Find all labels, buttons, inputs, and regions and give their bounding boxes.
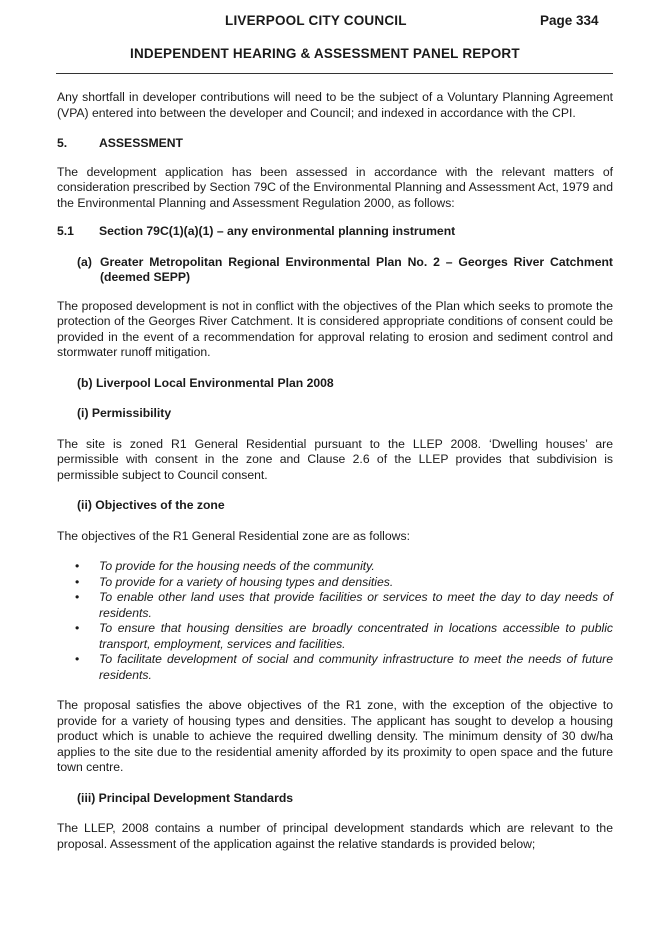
bullet-icon: •	[75, 559, 80, 573]
bullet-icon: •	[75, 574, 80, 589]
council-name: LIVERPOOL CITY COUNCIL	[225, 13, 407, 28]
list-item: • To enable other land uses that provide facilities or services to meet the day to day needs of residents.	[57, 590, 613, 621]
subsection-a-paragraph: The proposed development is not in conflict with the objectives of the Plan which seeks to promote the protection of the Georges River Catchment. It is considered appropriate conditions of consent could be provided in the event of a recommendation for approval relating to erosion and sediment control and stormwater runoff mitigation.	[57, 298, 613, 359]
list-item: • To provide for the housing needs of the community.	[57, 559, 613, 575]
subsection-a-label: (a)	[77, 254, 92, 269]
list-item: • To ensure that housing densities are broadly concentrated in locations accessible to public transport, employment, services and facilities.	[57, 621, 613, 652]
page-number: Page 334	[540, 13, 599, 28]
section-5-number: 5.	[57, 136, 68, 150]
section-5-1-title: Section 79C(1)(a)(1) – any environmental planning instrument	[99, 224, 456, 238]
section-5-paragraph: The development application has been assessed in accordance with the relevant matters of consideration prescribed by Section 79C of the Environmental Planning and Assessment Act, 1979 and the Environmental Planning and Assessment Regulation 2000, as follows:	[57, 164, 613, 210]
objectives-list	[57, 559, 613, 683]
bullet-icon: •	[75, 652, 80, 666]
section-5-heading	[57, 136, 613, 152]
subsection-ii-paragraph: The objectives of the R1 General Residential zone are as follows:	[57, 528, 410, 543]
header-divider	[56, 73, 613, 74]
bullet-icon: •	[75, 621, 80, 635]
report-body	[57, 90, 613, 852]
subsection-ii-heading: (ii) Objectives of the zone	[77, 498, 225, 512]
intro-paragraph: Any shortfall in developer contributions will need to be the subject of a Voluntary Planning Agreement (VPA) entered into between the developer and Council; and indexed in accordance with the CPI.	[57, 90, 613, 120]
subsection-iii-paragraph: The LLEP, 2008 contains a number of principal development standards which are relevant to the proposal. Assessment of the application against the relative standards is provided below;	[57, 821, 613, 851]
objectives-assessment-paragraph: The proposal satisfies the above objectives of the R1 zone, with the exception of the objective to provide for a variety of housing types and densities. The applicant has sought to develop a housing product which is unable to achieve the required dwelling density. The minimum density of 30 dw/ha applies to the site due to the residential amenity afforded by its proximity to open space and the future town centre.	[57, 698, 613, 774]
subsection-a-heading	[77, 255, 613, 286]
subsection-i-paragraph: The site is zoned R1 General Residential pursuant to the LLEP 2008. ‘Dwelling houses’ are permissible with consent in the zone and Clause 2.6 of the LLEP provides that subdivision is permissible subject to Council consent.	[57, 436, 613, 482]
section-5-1-heading	[57, 224, 613, 240]
list-item: • To provide for a variety of housing types and densities.	[57, 575, 613, 591]
section-5-title: ASSESSMENT	[99, 136, 183, 150]
list-item: • To facilitate development of social and community infrastructure to meet the needs of future residents.	[57, 652, 613, 683]
subsection-i-heading: (i) Permissibility	[77, 406, 172, 420]
subsection-a-title: Greater Metropolitan Regional Environmental Plan No. 2 – Georges River Catchment (deemed SEPP)	[100, 254, 613, 284]
bullet-icon: •	[75, 590, 80, 604]
report-title: INDEPENDENT HEARING & ASSESSMENT PANEL REPORT	[130, 46, 520, 61]
subsection-iii-heading: (iii) Principal Development Standards	[77, 790, 294, 805]
section-5-1-number: 5.1	[57, 224, 74, 238]
subsection-b-heading: (b) Liverpool Local Environmental Plan 2008	[77, 375, 334, 390]
